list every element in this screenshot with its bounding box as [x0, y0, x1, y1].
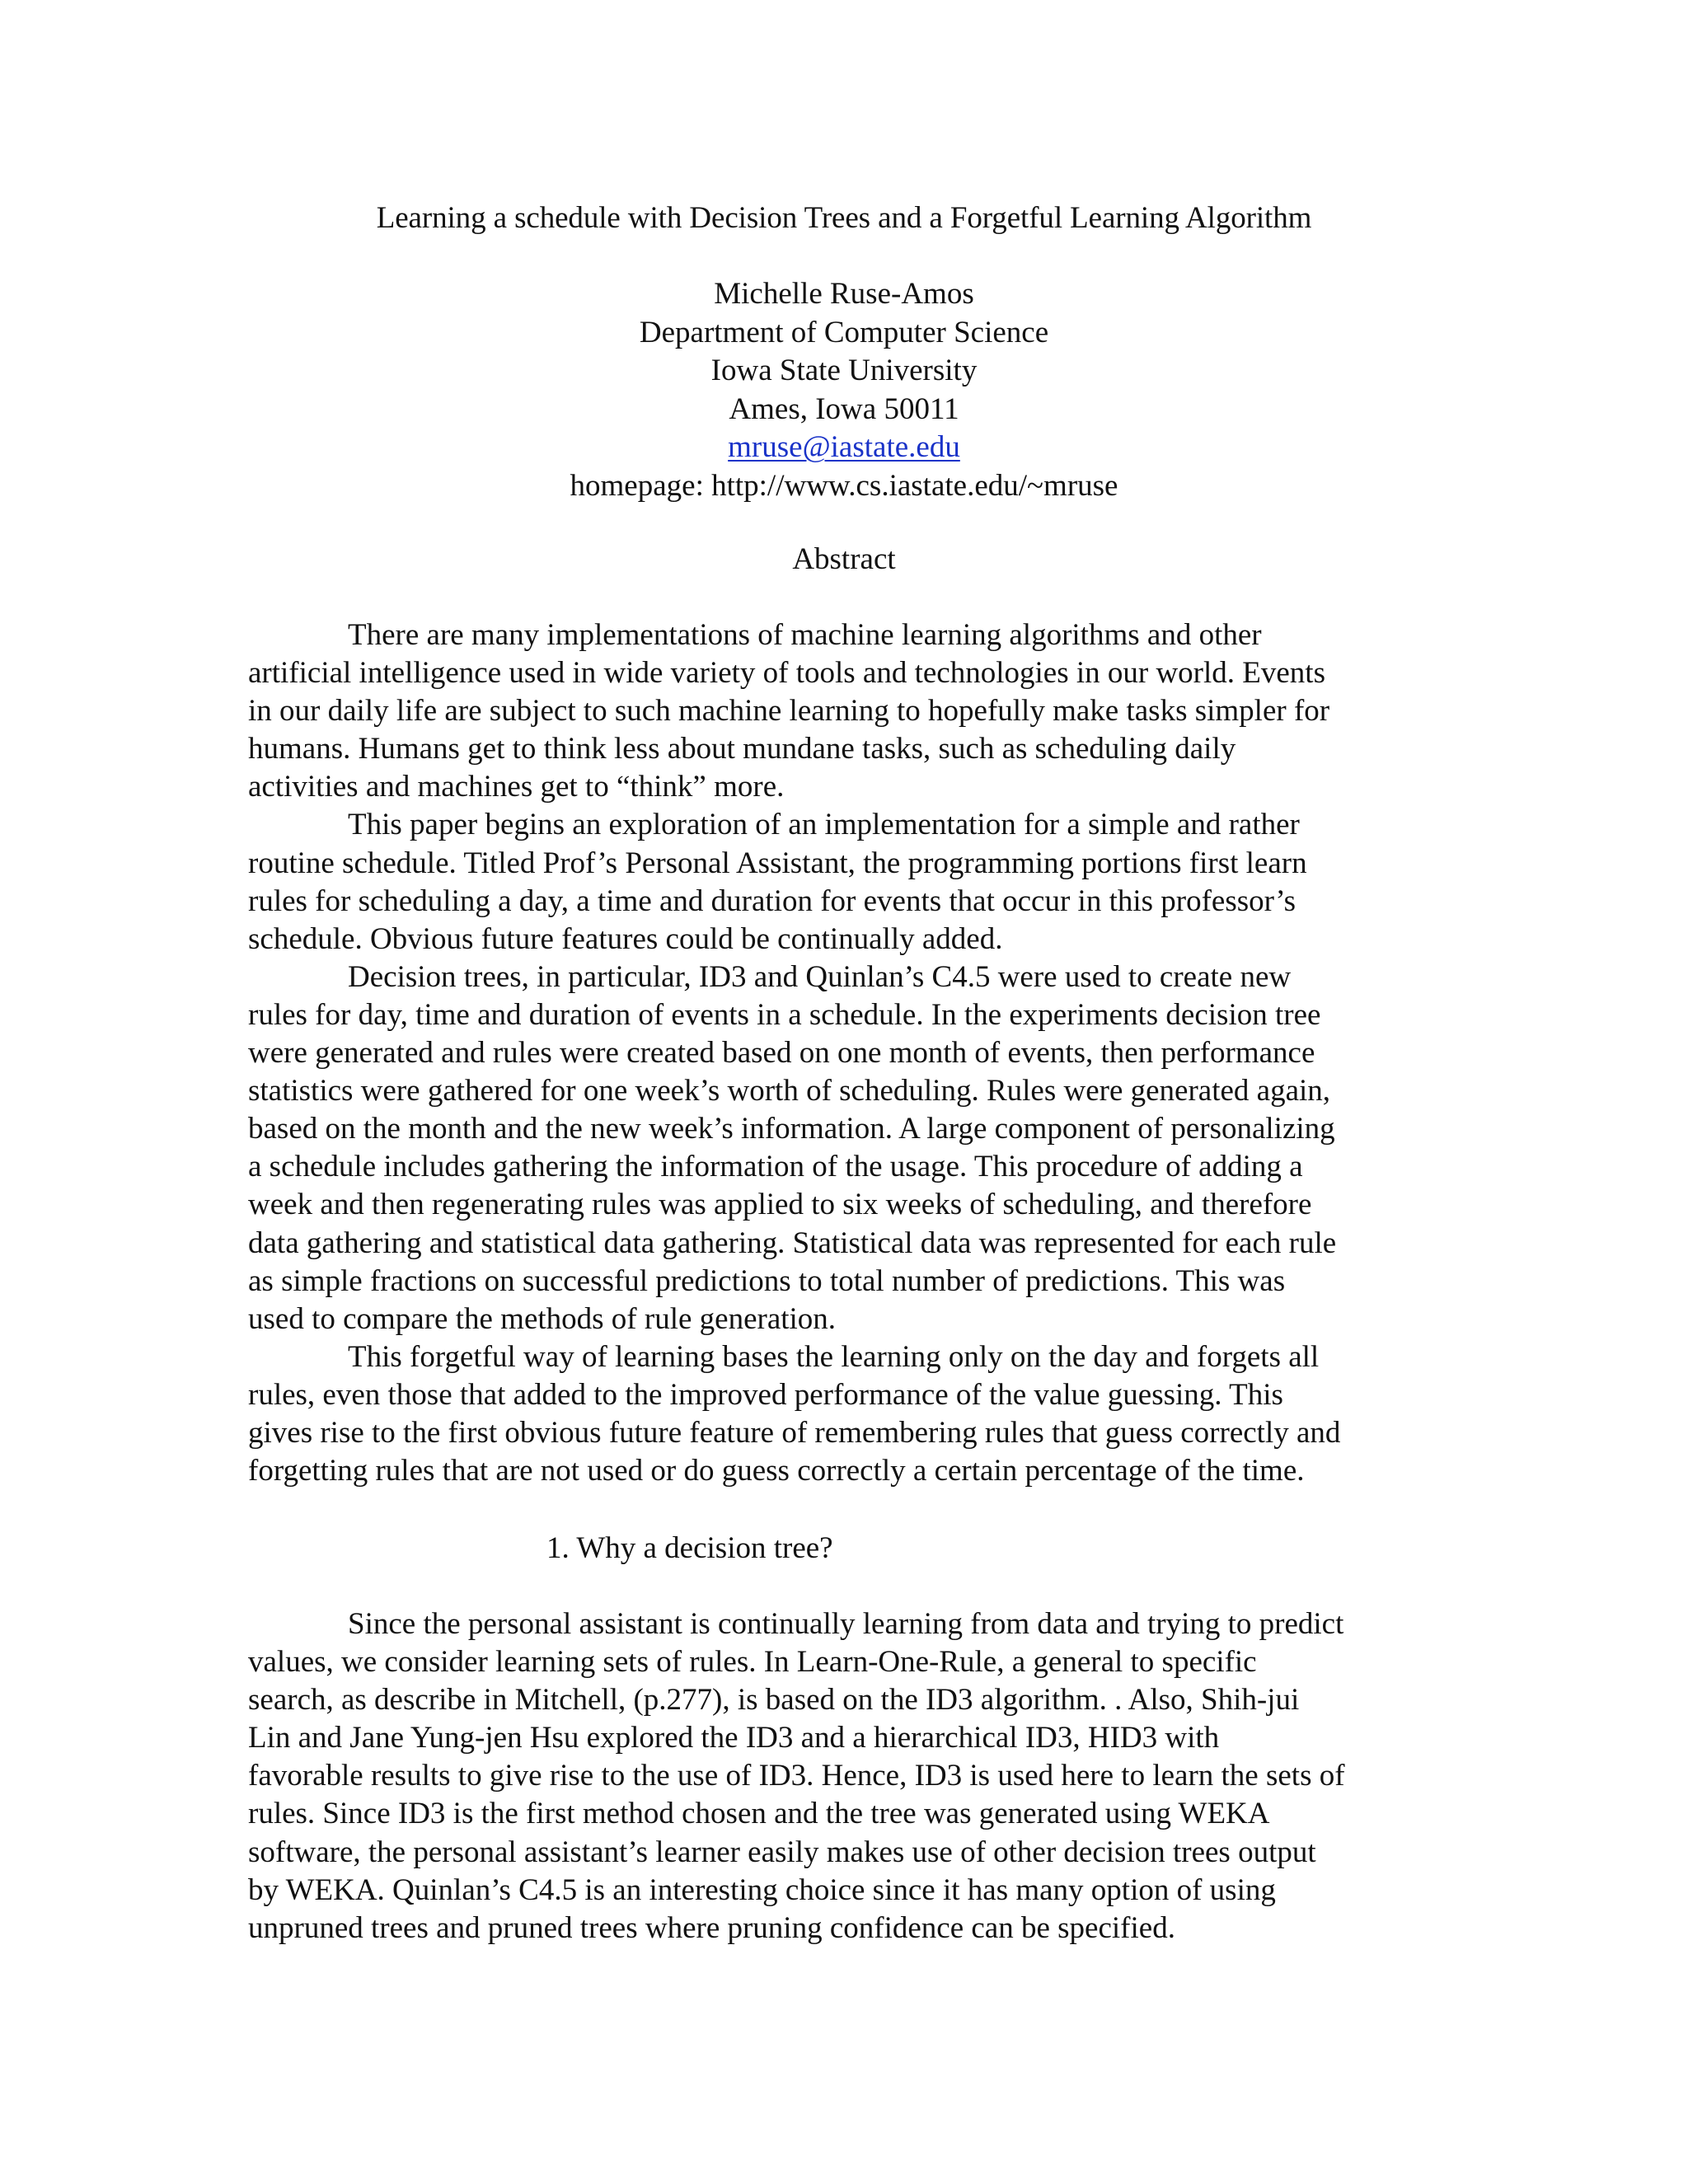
abstract-heading: Abstract	[792, 542, 896, 576]
text-line: gives rise to the first obvious future feature of remembering rules that guess correctly and	[248, 1415, 1341, 1450]
text-line: week and then regenerating rules was applied to six weeks of scheduling, and therefore	[248, 1188, 1312, 1222]
author-name: Michelle Ruse-Amos	[714, 277, 974, 311]
text-line: were generated and rules were created based on one month of events, then performance	[248, 1036, 1315, 1071]
text-line: Lin and Jane Yung-jen Hsu explored the ID3 and a hierarchical ID3, HID3 with	[248, 1721, 1220, 1755]
text-line: unpruned trees and pruned trees where pruning confidence can be specified.	[248, 1910, 1175, 1945]
text-line: routine schedule. Titled Prof’s Personal Assistant, the programming portions first learn	[248, 846, 1307, 880]
abstract-paragraph-2	[248, 806, 1451, 958]
abstract-paragraph-1	[248, 616, 1451, 806]
text-line: rules, even those that added to the improved performance of the value guessing. This	[248, 1377, 1283, 1412]
text-line: rules for day, time and duration of events in a schedule. In the experiments decision tree	[248, 997, 1321, 1032]
text-line: activities and machines get to “think” more.	[248, 770, 785, 804]
text-line: software, the personal assistant’s learner easily makes use of other decision trees output	[248, 1835, 1316, 1869]
text-line: favorable results to give rise to the use of ID3. Hence, ID3 is used here to learn the sets of	[248, 1759, 1345, 1793]
section-body	[248, 1605, 1451, 1947]
text-line: by WEKA. Quinlan’s C4.5 is an interesting choice since it has many option of using	[248, 1872, 1276, 1907]
text-line: a schedule includes gathering the information of the usage. This procedure of adding a	[248, 1150, 1303, 1184]
text-line: rules for scheduling a day, a time and duration for events that occur in this professor’s	[248, 883, 1296, 918]
text-line: used to compare the methods of rule generation.	[248, 1301, 837, 1336]
text-line: humans. Humans get to think less about mundane tasks, such as scheduling daily	[248, 732, 1236, 766]
section-heading: 1. Why a decision tree?	[546, 1531, 833, 1565]
text-line: This paper begins an exploration of an implementation for a simple and rather	[348, 808, 1300, 842]
paper-title: Learning a schedule with Decision Trees and a Forgetful Learning Algorithm	[376, 201, 1312, 235]
text-line: data gathering and statistical data gathering. Statistical data was represented for each rule	[248, 1226, 1337, 1260]
author-location: Ames, Iowa 50011	[729, 391, 959, 426]
text-line: Since the personal assistant is continually learning from data and trying to predict	[348, 1607, 1344, 1641]
text-line: in our daily life are subject to such machine learning to hopefully make tasks simpler for	[248, 694, 1330, 729]
text-line: This forgetful way of learning bases the learning only on the day and forgets all	[348, 1339, 1320, 1374]
text-line: as simple fractions on successful predictions to total number of predictions. This was	[248, 1263, 1286, 1298]
text-line: statistics were gathered for one week’s worth of scheduling. Rules were generated again,	[248, 1074, 1331, 1108]
author-block	[0, 275, 1688, 505]
text-line: Decision trees, in particular, ID3 and Quinlan’s C4.5 were used to create new	[348, 959, 1292, 994]
abstract-paragraph-3	[248, 958, 1451, 1338]
author-email-line	[0, 429, 1688, 467]
text-line: artificial intelligence used in wide variety of tools and technologies in our world. Events	[248, 656, 1325, 691]
text-line: forgetting rules that are not used or do guess correctly a certain percentage of the time.	[248, 1454, 1305, 1488]
text-line: search, as describe in Mitchell, (p.277), is based on the ID3 algorithm. . Also, Shih-jui	[248, 1683, 1300, 1718]
author-department: Department of Computer Science	[639, 315, 1049, 349]
text-line: There are many implementations of machine learning algorithms and other	[348, 618, 1262, 652]
text-line: based on the month and the new week’s information. A large component of personalizing	[248, 1112, 1335, 1146]
abstract-paragraph-4	[248, 1338, 1451, 1490]
author-email-link[interactable]: mruse@iastate.edu	[728, 430, 960, 464]
text-line: schedule. Obvious future features could be continually added.	[248, 921, 1003, 956]
abstract-body	[248, 616, 1451, 1490]
section-paragraph-1	[248, 1605, 1451, 1947]
author-university: Iowa State University	[710, 354, 978, 387]
text-line: values, we consider learning sets of rules. In Learn-One-Rule, a general to specific	[248, 1645, 1257, 1680]
text-line: rules. Since ID3 is the first method chosen and the tree was generated using WEKA	[248, 1797, 1270, 1831]
author-homepage: homepage: http://www.cs.iastate.edu/~mruse	[570, 468, 1118, 503]
